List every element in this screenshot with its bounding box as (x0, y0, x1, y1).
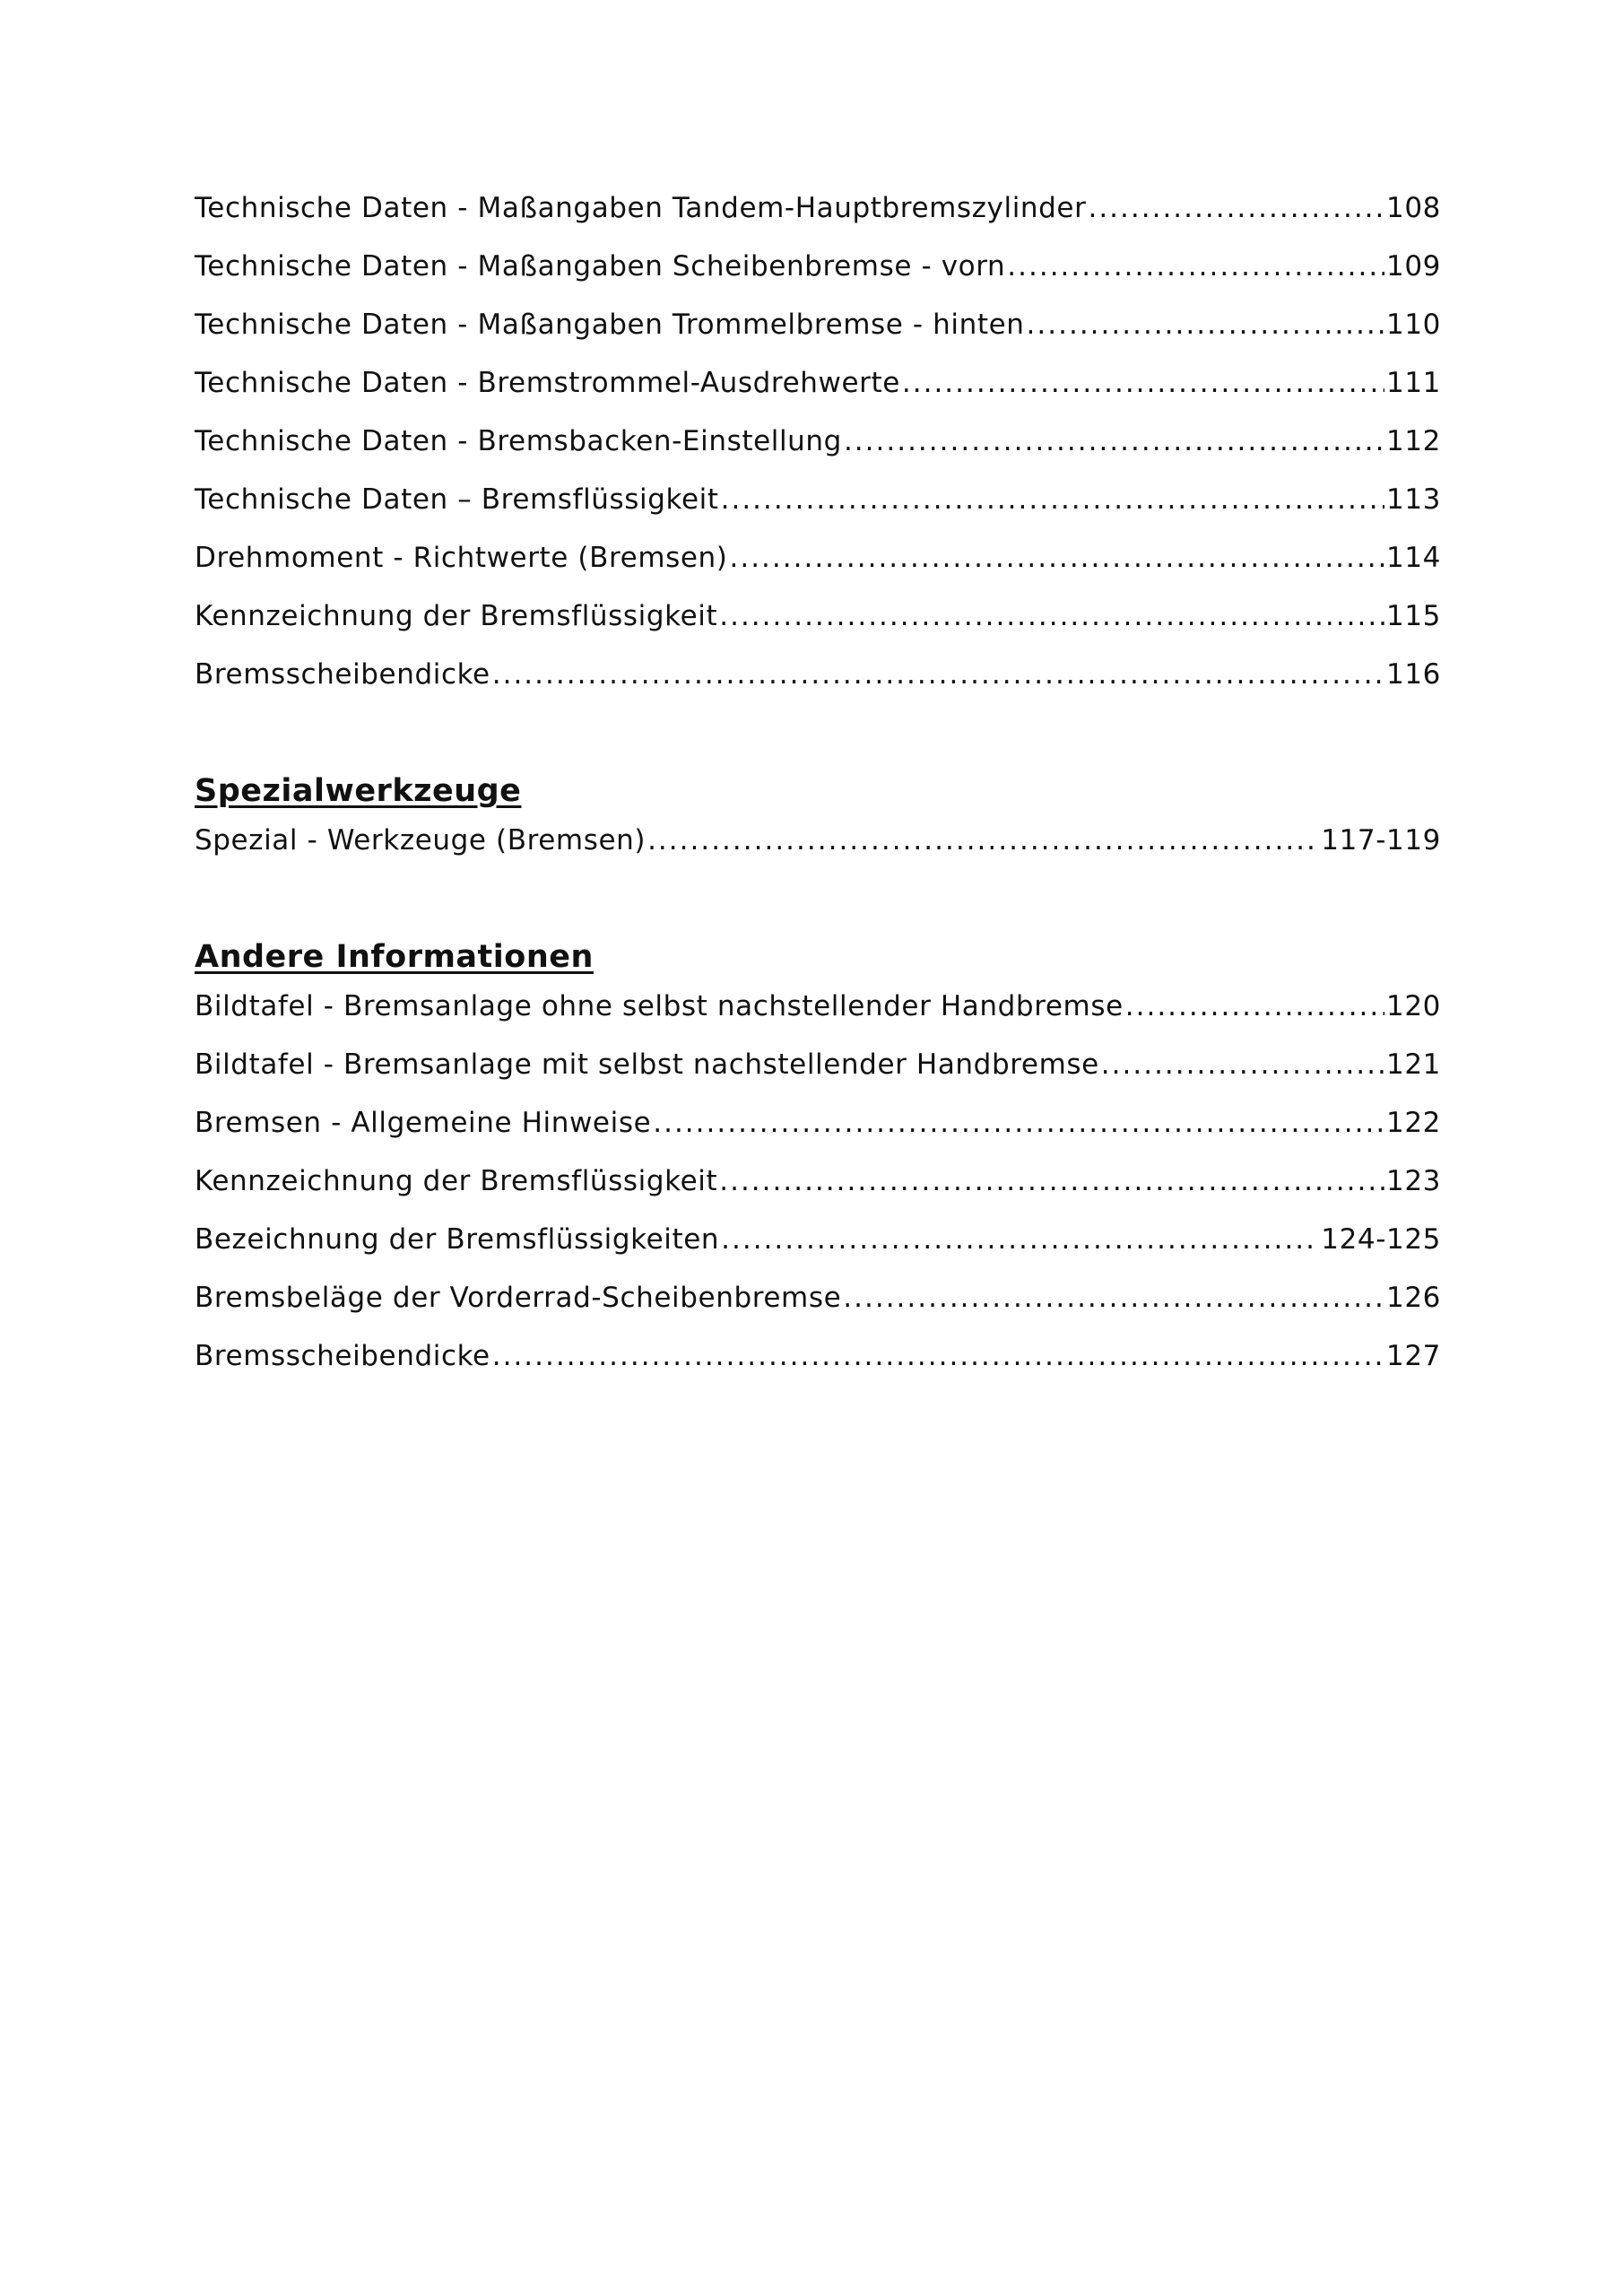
toc-leader-dots (902, 363, 1384, 403)
toc-leader-dots (844, 422, 1384, 461)
toc-leader-dots (647, 821, 1319, 860)
toc-entry-title: Bildtafel - Bremsanlage ohne selbst nachstellender Handbremse (195, 990, 1124, 1022)
toc-entry-title: Kennzeichnung der Bremsflüssigkeit (195, 600, 718, 632)
toc-entry-page: 110 (1386, 309, 1441, 341)
toc-leader-dots (1125, 987, 1384, 1026)
toc-entry[interactable] (195, 188, 1441, 247)
toc-leader-dots (1027, 305, 1384, 344)
toc-entry[interactable] (195, 480, 1441, 538)
toc-entry-title: Technische Daten - Bremsbacken-Einstellung (195, 425, 842, 457)
toc-entry[interactable] (195, 1045, 1441, 1103)
toc-entry-page: 109 (1386, 250, 1441, 283)
toc-entry-title: Spezial - Werkzeuge (Bremsen) (195, 824, 647, 857)
toc-leader-dots (721, 1220, 1319, 1259)
toc-entry-page: 123 (1386, 1165, 1441, 1197)
toc-entry-page: 113 (1386, 483, 1441, 516)
toc-entry-page: 127 (1386, 1340, 1441, 1372)
toc-entry[interactable] (195, 1278, 1441, 1336)
toc-entry-title: Technische Daten - Maßangaben Scheibenbremse - vorn (195, 250, 1006, 283)
toc-entry-page: 116 (1386, 658, 1441, 691)
toc-entry-page: 122 (1386, 1107, 1441, 1139)
toc-entry[interactable] (195, 422, 1441, 480)
toc-entry[interactable] (195, 1103, 1441, 1161)
toc-entry-title: Bremsbeläge der Vorderrad-Scheibenbremse (195, 1282, 842, 1314)
toc-entry-title: Technische Daten – Bremsflüssigkeit (195, 483, 719, 516)
toc-leader-dots (492, 1336, 1384, 1376)
toc-leader-dots (1088, 188, 1384, 228)
toc-leader-dots (843, 1278, 1384, 1318)
toc-entry-title: Technische Daten - Maßangaben Trommelbremse - hinten (195, 309, 1025, 341)
toc-entry-page: 121 (1386, 1048, 1441, 1081)
toc-section-technische-daten (195, 188, 1441, 713)
toc-entry[interactable] (195, 655, 1441, 713)
toc-leader-dots (719, 596, 1384, 636)
toc-entry[interactable] (195, 247, 1441, 305)
toc-entry[interactable] (195, 305, 1441, 363)
section-spacer (195, 713, 1441, 769)
heading-spacer (195, 813, 1441, 821)
section-spacer (195, 879, 1441, 935)
section-heading: Spezialwerkzeuge (195, 773, 522, 809)
toc-entry-title: Technische Daten - Bremstrommel-Ausdrehwerte (195, 367, 900, 399)
toc-leader-dots (1101, 1045, 1384, 1084)
section-heading: Andere Informationen (195, 939, 594, 975)
toc-entry-title: Bezeichnung der Bremsflüssigkeiten (195, 1223, 720, 1256)
toc-entry-page: 126 (1386, 1282, 1441, 1314)
toc-entry-page: 111 (1386, 367, 1441, 399)
toc-entry[interactable] (195, 1220, 1441, 1278)
toc-section-andere-informationen (195, 935, 1441, 1395)
toc-leader-dots (653, 1103, 1384, 1143)
toc-entry-title: Bremsscheibendicke (195, 658, 490, 691)
toc-entry-title: Bremsscheibendicke (195, 1340, 490, 1372)
toc-leader-dots (1007, 247, 1384, 286)
toc-entry-title: Bildtafel - Bremsanlage mit selbst nachstellender Handbremse (195, 1048, 1099, 1081)
toc-leader-dots (730, 538, 1385, 578)
toc-leader-dots (719, 1161, 1384, 1201)
toc-page (195, 188, 1441, 1395)
toc-leader-dots (721, 480, 1384, 519)
toc-entry-page: 124-125 (1321, 1223, 1441, 1256)
toc-entry-title: Technische Daten - Maßangaben Tandem-Hauptbremszylinder (195, 192, 1087, 224)
toc-leader-dots (492, 655, 1384, 694)
toc-entry-page: 115 (1386, 600, 1441, 632)
toc-entry-page: 112 (1386, 425, 1441, 457)
toc-entry[interactable] (195, 1161, 1441, 1220)
toc-entry-page: 114 (1386, 542, 1441, 574)
toc-entry[interactable] (195, 596, 1441, 655)
toc-entry[interactable] (195, 1336, 1441, 1395)
toc-section-spezialwerkzeuge (195, 769, 1441, 879)
toc-entry-page: 108 (1386, 192, 1441, 224)
heading-spacer (195, 979, 1441, 987)
toc-entry-title: Kennzeichnung der Bremsflüssigkeit (195, 1165, 718, 1197)
toc-entry[interactable] (195, 538, 1441, 596)
toc-entry[interactable] (195, 363, 1441, 422)
toc-entry[interactable] (195, 987, 1441, 1045)
toc-entry-page: 117-119 (1321, 824, 1441, 857)
toc-entry-title: Drehmoment - Richtwerte (Bremsen) (195, 542, 728, 574)
toc-entry-title: Bremsen - Allgemeine Hinweise (195, 1107, 652, 1139)
toc-entry-page: 120 (1386, 990, 1441, 1022)
toc-entry[interactable] (195, 821, 1441, 879)
